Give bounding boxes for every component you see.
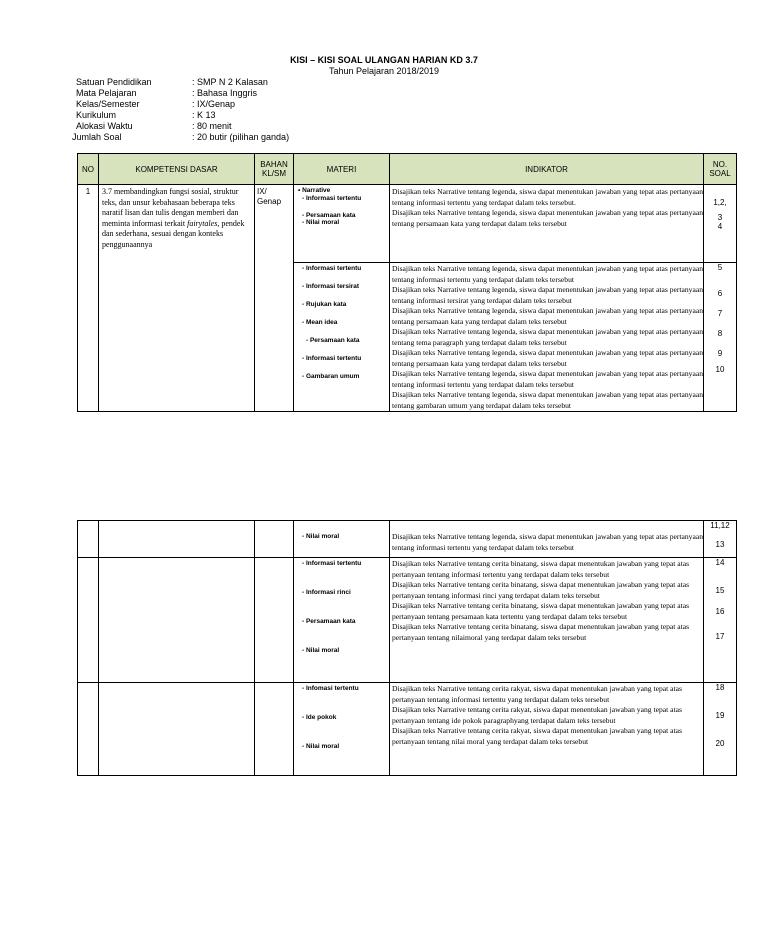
empty-bahan-cell (255, 683, 294, 776)
soal-number: 18 (715, 683, 725, 692)
indikator-item: Disajikan teks Narrative tentang cerita rakyat, siswa dapat menentukan jawaban yang tepat atas pertanyaan tentang nilai moral yang terdapat dalam teks tersebut (392, 726, 682, 746)
header-materi: MATERI (294, 154, 390, 185)
indikator-item: Disajikan teks Narrative tentang cerita binatang, siswa dapat menentukan jawaban yang tepat atas pertanyaan tentang informasi rinci yang terdapat dalam teks tersebut (392, 580, 690, 600)
soal-number: 10 (715, 365, 725, 374)
info-value: : K 13 (192, 110, 216, 120)
info-row (76, 88, 289, 99)
indikator-item: Disajikan teks Narrative tentang legenda, siswa dapat menentukan jawaban yang tepat atas pertanyaan tentang informasi tersirat yang terdapat dalam teks tersebut (392, 285, 704, 305)
soal-number: 7 (717, 309, 723, 318)
soal-number: 11,12 (710, 521, 730, 530)
materi-item: - Mean idea (302, 319, 338, 326)
materi-item: - Nilai moral (302, 743, 340, 750)
info-row (76, 99, 289, 110)
info-row (76, 110, 289, 121)
soal-number: 17 (715, 632, 725, 641)
empty-bahan-cell (255, 521, 294, 558)
indikator-item: Disajikan teks Narrative tentang legenda, siswa dapat menentukan jawaban yang tepat atas pertanyaan tentang tema paragraph yang terdapat dalam teks tersebut (392, 327, 704, 347)
materi-cell (294, 521, 390, 558)
soal-number: 6 (717, 289, 723, 298)
soal-number: 9 (717, 349, 723, 358)
indikator-item: Disajikan teks Narrative tentang legenda, siswa dapat menentukan jawaban yang tepat atas pertanyaan tentang persamaan kata yang terdapat dalam teks tersebut (392, 306, 704, 326)
materi-cell (294, 558, 390, 683)
indikator-cell (390, 558, 704, 683)
header-no-soal: NO. SOAL (704, 154, 737, 185)
empty-no-cell (78, 521, 99, 558)
indikator-item: Disajikan teks Narrative tentang legenda, siswa dapat menentukan jawaban yang tepat atas pertanyaan tentang informasi tertentu yang terdapat dalam teks tersebut (392, 532, 704, 552)
materi-item: - Informasi tertentu (302, 195, 362, 202)
materi-item: - Persamaan kata (302, 212, 356, 219)
materi-item: - Nilai moral (302, 647, 340, 654)
soal-number: 20 (715, 739, 725, 748)
materi-cell (294, 185, 390, 263)
no-soal-cell (704, 263, 737, 412)
indikator-item: Disajikan teks Narrative tentang legenda, siswa dapat menentukan jawaban yang tepat atas pertanyaan tentang informasi tertentu yang terdapat dalam teks tersebut. (392, 187, 704, 207)
info-value: : 20 butir (pilihan ganda) (192, 132, 290, 142)
info-label: Kurikulum (76, 110, 117, 120)
empty-no-cell (78, 683, 99, 776)
materi-cell (294, 263, 390, 412)
soal-number: 5 (717, 263, 723, 272)
info-label: Jumlah Soal (72, 132, 122, 142)
table-row (78, 521, 737, 558)
table-row (78, 683, 737, 776)
materi-item: - Nilai moral (302, 219, 340, 226)
soal-number: 1,2, (713, 198, 727, 207)
materi-item: - Informasi tersirat (302, 283, 360, 290)
indikator-cell (390, 683, 704, 776)
materi-item: - Persamaan kata (306, 337, 360, 344)
header-kompetensi-dasar: KOMPETENSI DASAR (99, 154, 255, 185)
indikator-item: Disajikan teks Narrative tentang legenda, siswa dapat menentukan jawaban yang tepat atas pertanyaan tentang informasi tertentu yang terdapat dalam teks tersebut (392, 369, 704, 389)
indikator-item: Disajikan teks Narrative tentang cerita binatang, siswa dapat menentukan jawaban yang tepat atas pertanyaan tentang informasi tertentu yang terdapat dalam teks tersebut (392, 559, 690, 579)
empty-kd-cell (99, 558, 255, 683)
soal-number: 4 (717, 222, 723, 231)
kd-italic-text: fairytales (187, 218, 218, 228)
info-row (72, 132, 290, 143)
info-value: : IX/Genap (192, 99, 236, 109)
table-row (78, 185, 737, 263)
header-no: NO (78, 154, 99, 185)
soal-number: 13 (715, 540, 725, 549)
materi-item: - Nilai moral (302, 533, 340, 540)
indikator-cell (390, 521, 704, 558)
document-title: KISI – KISI SOAL ULANGAN HARIAN KD 3.7 (290, 55, 478, 65)
kd-text-end: , pendek dan sederhana, sesuai dengan konteks penggunaannya (102, 218, 245, 249)
identity-info (72, 77, 290, 143)
materi-item: • Narrative (298, 187, 331, 194)
indikator-item: Disajikan teks Narrative tentang legenda, siswa dapat menentukan jawaban yang tepat atas pertanyaan tentang gambaran umum yang terdapat dalam teks tersebut (392, 390, 704, 410)
indikator-item: Disajikan teks Narrative tentang legenda, siswa dapat menentukan jawaban yang tepat atas pertanyaan tentang persamaan kata yang terdapat dalam teks tersebut (392, 348, 704, 368)
kompetensi-dasar-cell (99, 185, 255, 412)
no-soal-cell (704, 521, 737, 558)
no-soal-cell (704, 558, 737, 683)
materi-item: - Ide pokok (302, 714, 337, 721)
indikator-item: Disajikan teks Narrative tentang cerita binatang, siswa dapat menentukan jawaban yang tepat atas pertanyaan tentang nilaimoral yang terdapat dalam teks tersebut (392, 622, 690, 642)
info-row (76, 121, 289, 132)
indikator-cell (390, 263, 704, 412)
header-indikator: INDIKATOR (390, 154, 704, 185)
materi-item: - Gambaran umum (302, 373, 360, 380)
info-label: Kelas/Semester (76, 99, 140, 109)
table-row (78, 558, 737, 683)
no-soal-cell (704, 683, 737, 776)
indikator-cell (390, 185, 704, 263)
soal-number: 19 (715, 711, 725, 720)
empty-bahan-cell (255, 558, 294, 683)
soal-number: 16 (715, 607, 725, 616)
document-subtitle: Tahun Pelajaran 2018/2019 (328, 66, 440, 76)
indikator-item: Disajikan teks Narrative tentang cerita rakyat, siswa dapat menentukan jawaban yang tepat atas pertanyaan tentang ide pokok paragraphyang terdapat dalam teks tersebut (392, 705, 682, 725)
empty-kd-cell (99, 683, 255, 776)
materi-item: - Rujukan kata (302, 301, 347, 308)
info-row (76, 77, 289, 88)
indikator-item: Disajikan teks Narrative tentang cerita rakyat, siswa dapat menentukan jawaban yang tepat atas pertanyaan tentang informasi tertentu yang terdapat dalam teks tersebut (392, 684, 682, 704)
materi-item: - Informasi rinci (302, 589, 351, 596)
table-header-row (78, 154, 737, 185)
info-value: : SMP N 2 Kalasan (192, 77, 268, 87)
no-soal-cell (704, 185, 737, 263)
soal-number: 3 (717, 213, 723, 222)
kd-text: 3.7 membandingkan fungsi sosial, struktur teks, dan unsur kebahasaan beberapa teks naratif lisan dan tulis dengan memberi dan meminta informasi terkait (102, 187, 239, 228)
materi-item: - Informasi tertentu (302, 560, 362, 567)
info-label: Mata Pelajaran (76, 88, 137, 98)
materi-item: - Persamaan kata (302, 618, 356, 625)
bahan-cell: IX/ Genap (255, 185, 294, 412)
empty-kd-cell (99, 521, 255, 558)
soal-number: 8 (717, 329, 723, 338)
materi-cell (294, 683, 390, 776)
materi-item: - Informasi tertentu (302, 355, 362, 362)
kisi-table-page1 (77, 153, 737, 412)
indikator-item: Disajikan teks Narrative tentang legenda, siswa dapat menentukan jawaban yang tepat atas pertanyaan tentang persamaan kata yang terdapat dalam teks tersebut (392, 208, 704, 228)
header-bahan: BAHAN KL/SM (255, 154, 294, 185)
materi-item: - Infomasi tertentu (302, 685, 359, 692)
info-label: Alokasi Waktu (76, 121, 133, 131)
empty-no-cell (78, 558, 99, 683)
info-value: : 80 menit (192, 121, 232, 131)
row-number: 1 (78, 185, 99, 412)
kisi-table-page2 (77, 520, 737, 776)
info-label: Satuan Pendidikan (76, 77, 152, 87)
soal-number: 15 (715, 586, 725, 595)
indikator-item: Disajikan teks Narrative tentang legenda, siswa dapat menentukan jawaban yang tepat atas pertanyaan tentang informasi tertentu yang terdapat dalam teks tersebut (392, 264, 704, 284)
materi-item: - Informasi tertentu (302, 265, 362, 272)
info-value: : Bahasa Inggris (192, 88, 258, 98)
soal-number: 14 (715, 558, 725, 567)
indikator-item: Disajikan teks Narrative tentang cerita binatang, siswa dapat menentukan jawaban yang tepat atas pertanyaan tentang persamaan kata tertentu yang terdapat dalam teks tersebut (392, 601, 690, 621)
